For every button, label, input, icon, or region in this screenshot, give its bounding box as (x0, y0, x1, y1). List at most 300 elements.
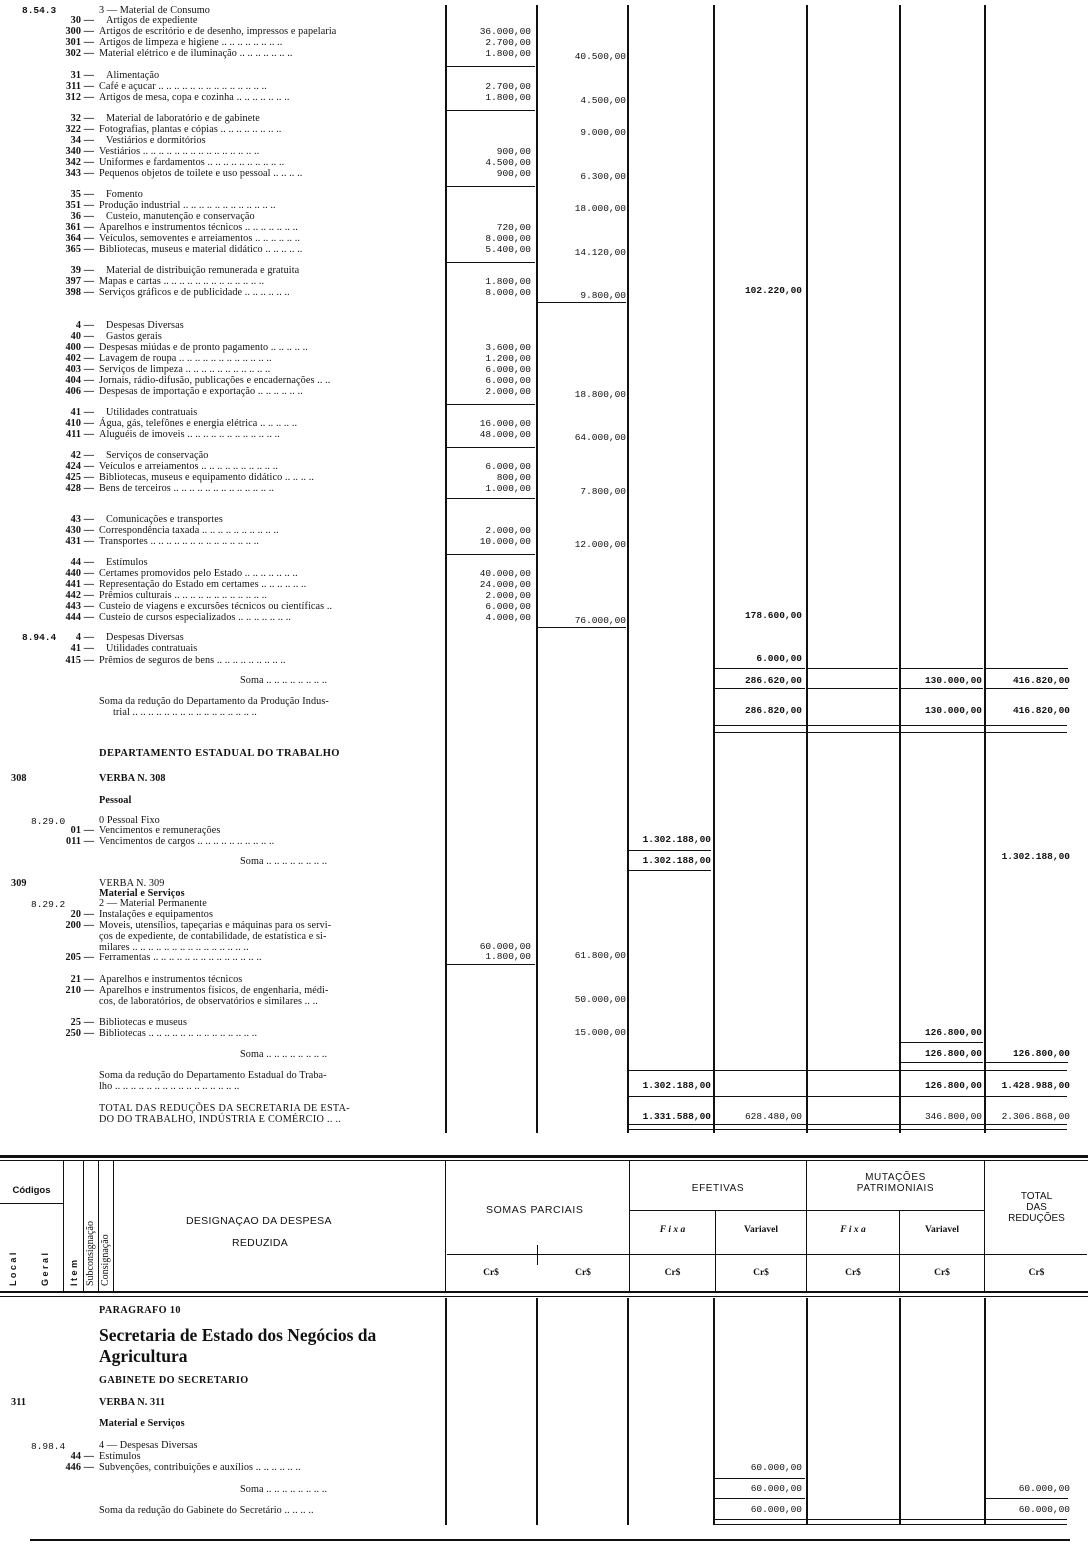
item-text: cos, de laboratórios, de observatórios e similares .. .. (99, 996, 318, 1007)
amount-partial: 2.000,00 (485, 590, 531, 601)
secretaria-title: Secretaria de Estado dos Negócios da (99, 1325, 377, 1345)
item-code: 410 — (65, 418, 94, 429)
local-code: 8.54.3 (22, 5, 57, 16)
header-currency: Cr$ (753, 1268, 769, 1278)
item-text: Bibliotecas .. .. .. .. .. .. .. .. .. .. .. .. .. .. (99, 1028, 258, 1039)
item-code: 411 — (66, 429, 94, 440)
item-text: 4 — Despesas Diversas (99, 1440, 198, 1451)
amount-fixa: 1.302.188,00 (642, 834, 711, 845)
item-text: Artigos de escritório e de desenho, impressos e papelaria (99, 26, 337, 37)
amount-subtotal: 18.800,00 (574, 389, 626, 400)
header-rule (0, 1203, 63, 1204)
amount-subtotal: 40.500,00 (574, 51, 626, 62)
amount-var: 286.620,00 (744, 675, 802, 686)
item-text: Moveis, utensílios, tapeçarias e máquinas para os servi- (99, 920, 332, 931)
item-text: Comunicações e transportes (106, 514, 223, 525)
item-text: Estímulos (99, 1451, 141, 1462)
subtotal-rule (447, 447, 535, 448)
amount-partial: 8.000,00 (485, 233, 531, 244)
subtotal-rule (715, 668, 805, 669)
amount-partial: 36.000,00 (479, 26, 531, 37)
amount-total: 416.820,00 (1012, 705, 1070, 716)
item-text: Jornais, rádio-difusão, publicações e encadernações .. .. (99, 375, 331, 386)
amount-mvar: 130.000,00 (924, 705, 982, 716)
item-code: 20 — (70, 909, 94, 920)
column-rule (806, 5, 808, 1133)
item-code: 41 — (70, 643, 94, 654)
item-text: Instalações e equipamentos (99, 909, 214, 920)
amount-partial: 16.000,00 (479, 418, 531, 429)
item-text: Ferramentas .. .. .. .. .. .. .. .. .. .. .. .. .. .. (99, 952, 262, 963)
header-rule (0, 1160, 1088, 1161)
item-code: 440 — (65, 568, 94, 579)
item-code: 44 — (70, 1451, 94, 1462)
amount-partial: 8.000,00 (485, 287, 531, 298)
amount-mvar: 126.800,00 (924, 1080, 982, 1091)
amount-partial: 40.000,00 (479, 568, 531, 579)
amount-partial: 2.700,00 (485, 37, 531, 48)
amount-partial: 2.000,00 (485, 525, 531, 536)
amount-subtotal: 12.000,00 (574, 539, 626, 550)
amount-subtotal: 15.000,00 (574, 1027, 626, 1038)
subtotal-rule (538, 627, 626, 628)
subtotal-rule (715, 1498, 805, 1499)
item-code: 300 — (65, 26, 94, 37)
item-text: Transportes .. .. .. .. .. .. .. .. .. .. .. .. .. .. (99, 536, 260, 547)
item-text: Serviços gráficos e de publicidade .. .. .. .. .. .. (99, 287, 290, 298)
item-code: 365 — (65, 244, 94, 255)
item-text: Pequenos objetos de toilete e uso pessoal .. .. .. .. (99, 168, 303, 179)
amount-mvar: 126.800,00 (924, 1048, 982, 1059)
subtotal-rule (538, 302, 626, 303)
item-code: 31 — (70, 70, 94, 81)
header-local: L o c a l (8, 1252, 18, 1286)
item-code: 441 — (65, 579, 94, 590)
verba-title: VERBA N. 311 (99, 1397, 166, 1408)
amount-total: 126.800,00 (1012, 1048, 1070, 1059)
amount-partial: 1.000,00 (485, 483, 531, 494)
item-text: Custeio de viagens e excursões técnicos ou científicas .. (99, 601, 333, 612)
amount-partial: 24.000,00 (479, 579, 531, 590)
section-title: DEPARTAMENTO ESTADUAL DO TRABALHO (99, 748, 340, 759)
header-mutacoes: PATRIMONIAIS (856, 1183, 935, 1194)
amount-partial: 10.000,00 (479, 536, 531, 547)
header-total: DAS (1026, 1202, 1047, 1213)
amount-partial: 900,00 (496, 146, 531, 157)
header-col (715, 1210, 716, 1291)
subtotal-rule (447, 66, 535, 67)
soma-label: Soma .. .. .. .. .. .. .. .. (240, 1049, 328, 1060)
item-code: 443 — (65, 601, 94, 612)
local-code: 8.94.4 (22, 632, 57, 643)
verba-title: VERBA N. 309 (99, 878, 165, 889)
item-code: 25 — (70, 1017, 94, 1028)
column-rule (806, 1298, 808, 1525)
header-rule (447, 1254, 1087, 1255)
header-col (899, 1210, 900, 1291)
amount-var: 286.820,00 (744, 705, 802, 716)
item-text: Serviços de conservação (106, 450, 209, 461)
subtotal-rule (901, 1042, 983, 1043)
item-text: Representação do Estado em certames .. .. .. .. .. .. (99, 579, 307, 590)
amount-partial: 48.000,00 (479, 429, 531, 440)
subtotal-rule (986, 668, 1068, 669)
item-code: 312 — (65, 92, 94, 103)
amount-partial: 900,00 (496, 168, 531, 179)
item-code: 44 — (70, 557, 94, 568)
subtotal-rule (715, 1519, 1067, 1520)
grand-total-label: TOTAL DAS REDUÇÕES DA SECRETARIA DE ESTA- (99, 1103, 350, 1114)
header-col (63, 1160, 64, 1291)
item-code: 32 — (70, 113, 94, 124)
subtotal-rule (715, 732, 1067, 733)
column-rule (984, 5, 986, 1133)
amount-total: 60.000,00 (1018, 1504, 1070, 1515)
header-total: REDUÇÕES (1008, 1213, 1065, 1224)
amount-subtotal: 4.500,00 (580, 95, 626, 106)
item-code: 351 — (65, 200, 94, 211)
subheading: Material e Serviços (99, 888, 185, 899)
column-rule (713, 5, 715, 1133)
item-text: Bens de terceiros .. .. .. .. .. .. .. .. .. .. .. .. .. (99, 483, 275, 494)
item-code: 21 — (70, 974, 94, 985)
amount-partial: 3.600,00 (485, 342, 531, 353)
item-code: 011 — (66, 836, 94, 847)
header-currency: Cr$ (483, 1268, 499, 1278)
amount-partial: 1.200,00 (485, 353, 531, 364)
item-code: 322 — (65, 124, 94, 135)
item-text: Aparelhos e instrumentos técnicos (99, 974, 243, 985)
item-code: 400 — (65, 342, 94, 353)
header-efetivas: EFETIVAS (691, 1183, 745, 1194)
column-rule (627, 5, 629, 1133)
amount-partial: 6.000,00 (485, 461, 531, 472)
subtotal-rule (986, 688, 1068, 689)
column-rule (445, 1298, 447, 1525)
header-fixa: F i x a (840, 1225, 866, 1235)
item-text: Vestiários .. .. .. .. .. .. .. .. .. .. .. .. .. .. .. (99, 146, 260, 157)
secretaria-title: Agricultura (99, 1346, 188, 1366)
item-code: 431 — (65, 536, 94, 547)
item-code: 406 — (65, 386, 94, 397)
subtotal-rule (447, 498, 535, 499)
item-text: Utilidades contratuais (106, 643, 198, 654)
item-code: 415 — (65, 655, 94, 666)
amount-total: 2.306.868,00 (1001, 1111, 1070, 1122)
item-code: 01 — (70, 825, 94, 836)
item-code: 41 — (70, 407, 94, 418)
amount-fixa: 1.302.188,00 (642, 855, 711, 866)
item-text: Material de laboratório e de gabinete (106, 113, 260, 124)
header-currency: Cr$ (575, 1268, 591, 1278)
amount-partial: 800,00 (496, 472, 531, 483)
amount-var: 60.000,00 (750, 1504, 802, 1515)
item-code: 424 — (65, 461, 94, 472)
subtotal-rule (629, 1070, 1067, 1071)
header-rule (0, 1155, 1088, 1158)
local-code: 8.29.0 (31, 816, 66, 827)
amount-partial: 2.000,00 (485, 386, 531, 397)
item-text: Vencimentos de cargos .. .. .. .. .. .. .. .. .. .. (99, 836, 275, 847)
amount-partial: 720,00 (496, 222, 531, 233)
subtotal-rule (715, 725, 1067, 726)
header-designacao: REDUZIDA (232, 1237, 289, 1249)
item-text: ços de expediente, de contabilidade, de estatística e si- (99, 931, 327, 942)
header-currency: Cr$ (1028, 1268, 1045, 1278)
header-geral: G e r a l (40, 1252, 50, 1286)
subtotal-rule (715, 1524, 1067, 1525)
item-text: Estímulos (106, 557, 148, 568)
item-text: Vestiários e dormitórios (106, 135, 206, 146)
amount-var: 178.600,00 (744, 610, 802, 621)
item-code: 444 — (65, 612, 94, 623)
item-code: 342 — (65, 157, 94, 168)
subtotal-rule (901, 688, 983, 689)
amount-var: 60.000,00 (750, 1462, 802, 1473)
item-text: Artigos de mesa, copa e cozinha .. .. .. .. .. .. .. (99, 92, 290, 103)
item-text: Prêmios culturais .. .. .. .. .. .. .. .. .. .. .. .. (99, 590, 268, 601)
header-col (113, 1160, 114, 1291)
item-text: Utilidades contratuais (106, 407, 198, 418)
item-text: Água, gás, telefônes e energia elétrica .. .. .. .. .. (99, 418, 298, 429)
item-code: 398 — (65, 287, 94, 298)
item-code: 40 — (70, 331, 94, 342)
item-text: Prêmios de seguros de bens .. .. .. .. .. .. .. .. .. (99, 655, 286, 666)
header-variavel: Variavel (925, 1225, 959, 1235)
item-text: Correspondência taxada .. .. .. .. .. .. .. .. .. .. (99, 525, 279, 536)
item-text: Despesas miúdas e de pronto pagamento .. .. .. .. .. (99, 342, 308, 353)
amount-total: 60.000,00 (1018, 1483, 1070, 1494)
header-designacao: DESIGNAÇAO DA DESPESA (186, 1215, 332, 1227)
item-code: 36 — (70, 211, 94, 222)
item-code: 205 — (65, 952, 94, 963)
amount-subtotal: 9.000,00 (580, 127, 626, 138)
item-text: 3 — Material de Consumo (99, 5, 210, 16)
header-mutacoes: MUTAÇÕES (865, 1172, 926, 1183)
amount-partial: 1.800,00 (485, 48, 531, 59)
item-code: 361 — (65, 222, 94, 233)
header-currency: Cr$ (664, 1268, 681, 1278)
verba-code: 308 (11, 773, 27, 784)
header-rule (0, 1291, 1088, 1293)
item-text: Despesas Diversas (106, 320, 184, 331)
subtotal-rule (901, 668, 983, 669)
grand-total-label: DO DO TRABALHO, INDÚSTRIA E COMÉRCIO .. .. (99, 1114, 342, 1125)
amount-partial: 1.800,00 (485, 951, 531, 962)
local-code: 8.29.2 (31, 899, 66, 910)
amount-subtotal: 76.000,00 (574, 615, 626, 626)
item-text: Veículos, semoventes e arreiamentos .. .. .. .. .. .. (99, 233, 301, 244)
item-code: 403 — (65, 364, 94, 375)
item-code: 35 — (70, 189, 94, 200)
subtotal-rule (447, 110, 535, 111)
item-code: 442 — (65, 590, 94, 601)
item-text: Produção industrial .. .. .. .. .. .. .. .. .. .. .. .. (99, 200, 276, 211)
amount-partial: 6.000,00 (485, 601, 531, 612)
item-text: Subvenções, contribuições e auxílios .. .. .. .. .. .. (99, 1462, 301, 1473)
item-code: 4 — (75, 320, 94, 331)
amount-mvar: 130.000,00 (924, 675, 982, 686)
item-text: Certames promovidos pelo Estado .. .. .. .. .. .. .. (99, 568, 298, 579)
item-code: 301 — (65, 37, 94, 48)
item-text: 0 Pessoal Fixo (99, 815, 160, 826)
item-code: 39 — (70, 265, 94, 276)
amount-partial: 5.400,00 (485, 244, 531, 255)
header-rule (0, 1296, 1088, 1297)
amount-subtotal: 50.000,00 (574, 994, 626, 1005)
item-text: Bibliotecas, museus e material didático .. .. .. .. .. (99, 244, 303, 255)
header-variavel: Variavel (744, 1225, 778, 1235)
header-consignacao: Consignação (100, 1234, 111, 1286)
header-col (98, 1160, 99, 1291)
item-text: Veículos e arreiamentos .. .. .. .. .. .. .. .. .. .. (99, 461, 279, 472)
item-text: Bibliotecas e museus (99, 1017, 188, 1028)
item-code: 402 — (65, 353, 94, 364)
subtotal-rule (901, 1062, 983, 1063)
item-code: 43 — (70, 514, 94, 525)
header-item: I t e m (69, 1259, 79, 1286)
column-rule (899, 1298, 901, 1525)
amount-partial: 2.700,00 (485, 81, 531, 92)
item-text: Despesas Diversas (106, 632, 184, 643)
reduction-label: Soma da redução do Departamento da Produção Indus- (99, 696, 329, 707)
item-text: 2 — Material Permanente (99, 898, 207, 909)
item-code: 404 — (65, 375, 94, 386)
amount-total: 416.820,00 (1012, 675, 1070, 686)
amount-partial: 1.800,00 (485, 276, 531, 287)
amount-var: 102.220,00 (744, 285, 802, 296)
item-code: 425 — (65, 472, 94, 483)
amount-mvar: 346.800,00 (924, 1111, 982, 1122)
amount-total: 1.302.188,00 (1001, 851, 1070, 862)
item-text: Bibliotecas, museus e equipamento didático .. .. .. .. (99, 472, 315, 483)
reduction-label: Soma da redução do Departamento Estadual do Traba- (99, 1070, 327, 1081)
item-text: Aparelhos e instrumentos técnicos .. .. .. .. .. .. .. (99, 222, 298, 233)
soma-label: Soma .. .. .. .. .. .. .. .. (240, 675, 328, 686)
item-text: Fotografias, plantas e cópias .. .. .. .. .. .. .. .. (99, 124, 282, 135)
item-text: Despesas de importação e exportação .. .. .. .. .. .. (99, 386, 303, 397)
item-text: Custeio, manutenção e conservação (106, 211, 255, 222)
amount-subtotal: 61.800,00 (574, 950, 626, 961)
item-code: 446 — (65, 1462, 94, 1473)
header-col (83, 1160, 84, 1291)
item-text: Fomento (106, 189, 143, 200)
reduction-label: Soma da redução do Gabinete do Secretário .. .. .. .. (99, 1505, 314, 1516)
subtotal-rule (447, 262, 535, 263)
column-rule (536, 1298, 538, 1525)
soma-label: Soma .. .. .. .. .. .. .. .. (240, 1484, 328, 1495)
reduction-label: lho .. .. .. .. .. .. .. .. .. .. .. .. .. .. .. .. (99, 1081, 240, 1092)
item-text: Serviços de limpeza .. .. .. .. .. .. .. .. .. .. .. (99, 364, 271, 375)
gabinete-title: GABINETE DO SECRETARIO (99, 1375, 249, 1386)
verba-code: 309 (11, 878, 27, 889)
header-codigos: Códigos (12, 1185, 51, 1196)
subtotal-rule (447, 404, 535, 405)
header-fixa: F i x a (659, 1225, 686, 1235)
header-col (445, 1160, 446, 1291)
amount-subtotal: 18.000,00 (574, 203, 626, 214)
amount-subtotal: 14.120,00 (574, 247, 626, 258)
item-code: 397 — (65, 276, 94, 287)
item-code: 200 — (65, 920, 94, 931)
reduction-label: trial .. .. .. .. .. .. .. .. .. .. .. .. .. .. .. .. (113, 707, 257, 718)
bottom-rule (30, 1539, 1070, 1541)
subtotal-rule (447, 964, 535, 965)
item-text: Gastos gerais (106, 331, 162, 342)
amount-subtotal: 9.800,00 (580, 290, 626, 301)
header-somas-parciais: SOMAS PARCIAIS (486, 1204, 584, 1216)
item-code: 34 — (70, 135, 94, 146)
item-text: Artigos de limpeza e higiene .. .. .. .. .. .. .. .. (99, 37, 283, 48)
item-text: milares .. .. .. .. .. .. .. .. .. .. .. .. .. .. .. (99, 942, 249, 953)
header-total: TOTAL (1020, 1191, 1053, 1202)
subtotal-rule (986, 1062, 1068, 1063)
subtotal-rule (447, 554, 535, 555)
amount-subtotal: 6.300,00 (580, 171, 626, 182)
item-text: Artigos de expediente (106, 15, 198, 26)
subtotal-rule (629, 1124, 1067, 1125)
item-text: Aparelhos e instrumentos físicos, de engenharia, médi- (99, 985, 329, 996)
header-currency: Cr$ (845, 1268, 861, 1278)
amount-subtotal: 7.800,00 (580, 486, 626, 497)
subtotal-rule (808, 688, 898, 689)
item-text: Alimentação (106, 70, 160, 81)
amount-partial: 6.000,00 (485, 364, 531, 375)
item-text: Material elétrico e de iluminação .. .. .. .. .. .. .. (99, 48, 293, 59)
subtotal-rule (629, 850, 711, 851)
amount-partial: 6.000,00 (485, 375, 531, 386)
subheading: Material e Serviços (99, 1418, 185, 1429)
verba-title: VERBA N. 308 (99, 773, 166, 784)
item-code: 302 — (65, 48, 94, 59)
column-rule (899, 5, 901, 1133)
item-text: Lavagem de roupa .. .. .. .. .. .. .. .. .. .. .. .. (99, 353, 272, 364)
item-text: Uniformes e fardamentos .. .. .. .. .. .. .. .. .. .. (99, 157, 285, 168)
item-code: 250 — (65, 1028, 94, 1039)
amount-var: 628.480,00 (744, 1111, 802, 1122)
item-text: Café e açucar .. .. .. .. .. .. .. .. .. .. .. .. .. .. (99, 81, 267, 92)
local-code: 8.98.4 (31, 1441, 66, 1452)
amount-partial: 1.800,00 (485, 92, 531, 103)
subtotal-rule (629, 1096, 1067, 1097)
item-code: 311 — (66, 81, 94, 92)
amount-var: 6.000,00 (756, 653, 802, 664)
amount-partial: 60.000,00 (479, 941, 531, 952)
subtotal-rule (715, 1478, 805, 1479)
item-text: Material de distribuição remunerada e gratuita (106, 265, 300, 276)
subtotal-rule (629, 1129, 1067, 1130)
item-text: Aluguéis de imoveis .. .. .. .. .. .. .. .. .. .. .. .. (99, 429, 280, 440)
item-code: 4 — (75, 632, 94, 643)
amount-fixa: 1.302.188,00 (642, 1080, 711, 1091)
subtotal-rule (629, 870, 711, 871)
amount-partial: 4.000,00 (485, 612, 531, 623)
subtotal-rule (715, 688, 805, 689)
item-code: 364 — (65, 233, 94, 244)
item-code: 343 — (65, 168, 94, 179)
subtotal-rule (808, 668, 898, 669)
item-code: 340 — (65, 146, 94, 157)
amount-fixa: 1.331.588,00 (642, 1111, 711, 1122)
item-code: 210 — (65, 985, 94, 996)
item-text: Mapas e cartas .. .. .. .. .. .. .. .. .. .. .. .. .. (99, 276, 265, 287)
item-code: 428 — (65, 483, 94, 494)
item-code: 30 — (70, 15, 94, 26)
item-text: Custeio de cursos especializados .. .. .. .. .. .. .. (99, 612, 292, 623)
amount-var: 60.000,00 (750, 1483, 802, 1494)
column-rule (627, 1298, 629, 1525)
header-subconsignacao: Subconsignação (85, 1221, 96, 1286)
